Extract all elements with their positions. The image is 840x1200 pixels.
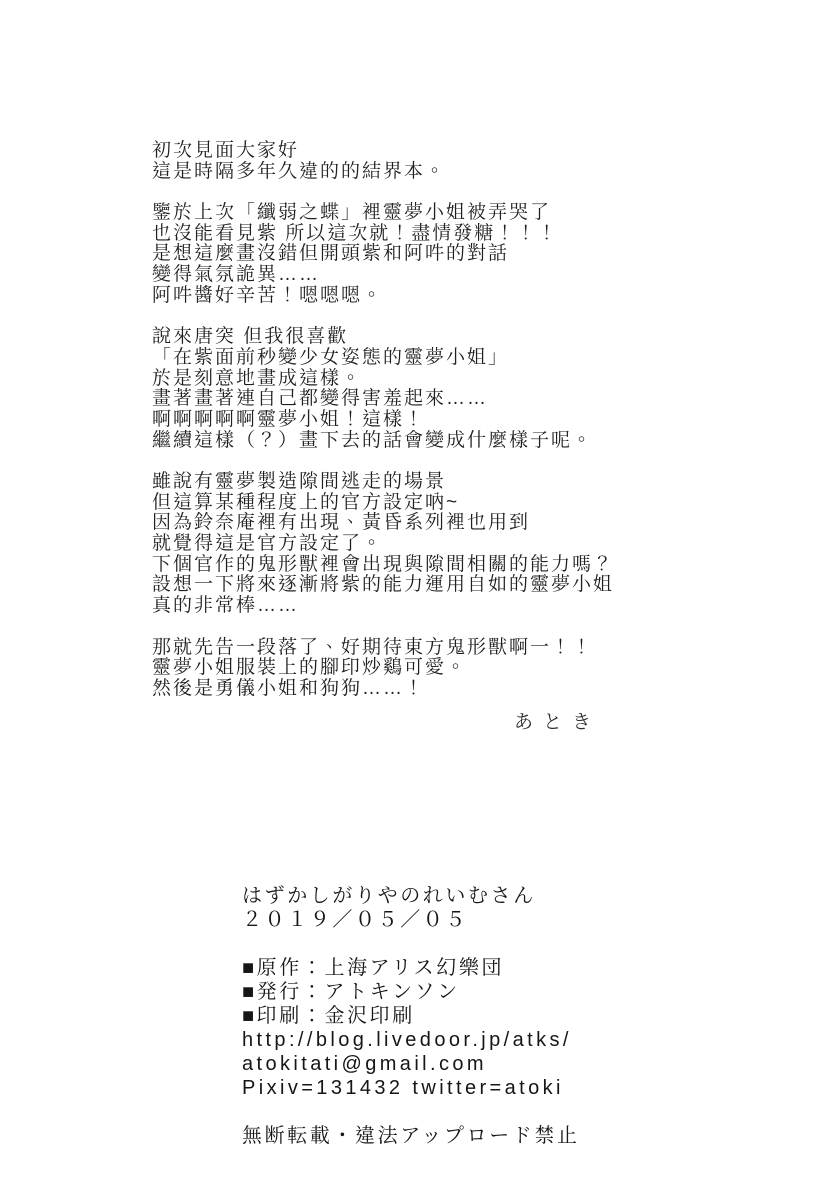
- colophon-credit-line: ■発行：アトキンソン: [242, 981, 460, 1003]
- text-line: 真的非常棒……: [152, 595, 300, 617]
- text-line: 繼續這樣（？）畫下去的話會變成什麼樣子呢。: [152, 429, 594, 451]
- text-line: 下個官作的鬼形獸裡會出現與隙間相關的能力嗎？: [152, 553, 615, 575]
- reproduction-notice: 無断転載・違法アップロード禁止: [242, 1125, 580, 1147]
- text-line: 畫著畫著連自己都變得害羞起來……: [152, 388, 489, 410]
- author-signature: あとき: [514, 712, 602, 733]
- text-line: 鑒於上次「纖弱之蝶」裡靈夢小姐被弄哭了: [152, 202, 552, 224]
- colophon-link-line: Pixiv=131432 twitter=atoki: [242, 1077, 564, 1099]
- text-line: 啊啊啊啊啊靈夢小姐！這樣！: [152, 408, 426, 430]
- text-line: 設想一下將來逐漸將紫的能力運用自如的靈夢小姐: [152, 574, 615, 596]
- text-line: 是想這麼畫沒錯但開頭紫和阿吽的對話: [152, 243, 510, 265]
- colophon-spacer: [242, 1100, 580, 1124]
- colophon: [242, 884, 580, 1148]
- colophon-credit-line: ■原作：上海アリス幻樂団: [242, 957, 505, 979]
- text-line: 阿吽醬好辛苦！嗯嗯嗯。: [152, 284, 384, 306]
- colophon-link-line: atokitati@gmail.com: [242, 1053, 487, 1075]
- paragraph: [152, 327, 614, 451]
- afterword-text: [152, 141, 614, 700]
- text-line: 這是時隔多年久違的的結界本。: [152, 160, 447, 182]
- text-line: 那就先告一段落了、好期待東方鬼形獸啊一！！: [152, 636, 594, 658]
- doujin-title: はずかしがりやのれいむさん: [242, 885, 536, 907]
- text-line: 靈夢小姐服裝上的腳印炒鷄可愛。: [152, 657, 468, 679]
- paragraph: [152, 638, 614, 700]
- paragraph: [152, 472, 614, 617]
- paragraph: [152, 203, 614, 306]
- text-line: 初次見面大家好: [152, 140, 300, 161]
- colophon-credits: [242, 956, 580, 1028]
- text-line: 說來唐突 但我很喜歡: [152, 326, 349, 348]
- paragraph: [152, 141, 614, 182]
- colophon-credit-line: ■印刷：金沢印刷: [242, 1005, 415, 1027]
- text-line: 但這算某種程度上的官方設定吶~: [152, 491, 460, 513]
- colophon-links: [242, 1028, 580, 1100]
- release-date: ２０１９／０５／０５: [242, 909, 468, 931]
- text-line: 就覺得這是官方設定了。: [152, 533, 384, 555]
- text-line: 然後是勇儀小姐和狗狗……！: [152, 677, 426, 699]
- colophon-spacer: [242, 932, 580, 956]
- text-line: 於是刻意地畫成這樣。: [152, 367, 363, 389]
- text-line: 因為鈴奈庵裡有出現、黃昏系列裡也用到: [152, 512, 531, 534]
- text-line: 雖說有靈夢製造隙間逃走的場景: [152, 471, 447, 492]
- text-line: 「在紫面前秒變少女姿態的靈夢小姐」: [152, 346, 510, 368]
- colophon-link-line: http://blog.livedoor.jp/atks/: [242, 1029, 572, 1051]
- text-line: 也沒能看見紫 所以這次就！盡情發糖！！！: [152, 222, 559, 244]
- text-line: 變得氣氛詭異……: [152, 264, 321, 286]
